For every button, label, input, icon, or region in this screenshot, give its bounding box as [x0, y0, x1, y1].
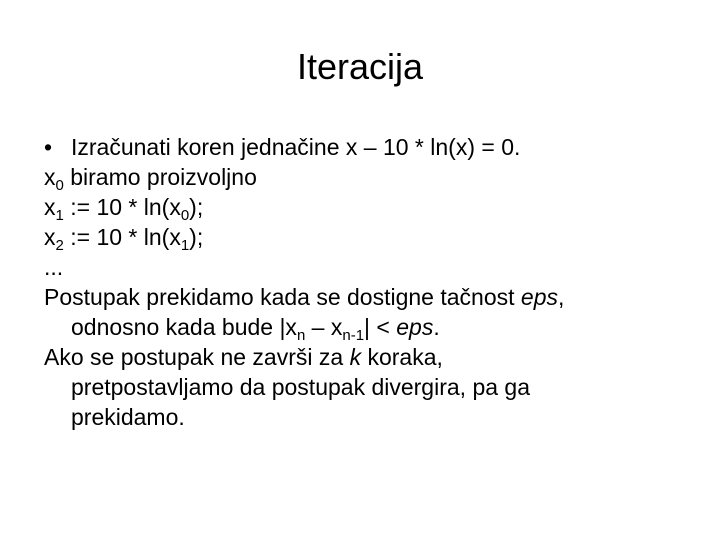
- text: ,: [558, 284, 565, 310]
- x1-line: [44, 192, 694, 222]
- subscript: n: [296, 327, 306, 344]
- text: Postupak prekidamo kada se dostigne tačnost: [44, 284, 521, 310]
- stop-line: prekidamo.: [71, 404, 185, 430]
- subscript: 1: [55, 207, 64, 224]
- stop-condition-line: [44, 282, 694, 312]
- text: .: [433, 314, 440, 340]
- var-x: x: [44, 224, 56, 250]
- x2-line: [44, 222, 694, 252]
- text: odnosno kada bude |x: [71, 314, 297, 340]
- text: );: [189, 224, 204, 250]
- slide-title: Iteracija: [296, 46, 424, 87]
- subscript: 2: [55, 237, 64, 254]
- var-x: x: [44, 194, 56, 220]
- bullet-line: [44, 132, 694, 162]
- subscript: 1: [180, 237, 190, 254]
- bullet-icon: •: [44, 134, 53, 160]
- text: | <: [364, 314, 397, 340]
- text: biramo proizvoljno: [63, 164, 257, 190]
- text: – x: [305, 314, 343, 340]
- var-x: x: [44, 164, 56, 190]
- subscript: 0: [180, 207, 190, 224]
- x0-line: [44, 162, 694, 192]
- k-italic: k: [349, 344, 362, 370]
- text: );: [189, 194, 204, 220]
- subscript: n-1: [342, 327, 365, 344]
- eps-italic: eps: [520, 284, 558, 310]
- ellipsis-line: ...: [44, 254, 64, 280]
- k-steps-line: [44, 342, 694, 372]
- text: := 10 * ln(x: [63, 194, 181, 220]
- abs-condition-line: [44, 312, 694, 342]
- subscript: 0: [55, 177, 64, 194]
- eps-italic: eps: [396, 314, 434, 340]
- text: Ako se postupak ne završi za: [44, 344, 350, 370]
- text: := 10 * ln(x: [63, 224, 181, 250]
- equation-text: Izračunati koren jednačine x – 10 * ln(x) = 0.: [71, 134, 521, 160]
- slide-body: [44, 132, 694, 432]
- diverge-line: pretpostavljamo da postupak divergira, pa ga: [71, 374, 531, 400]
- text: koraka,: [361, 344, 443, 370]
